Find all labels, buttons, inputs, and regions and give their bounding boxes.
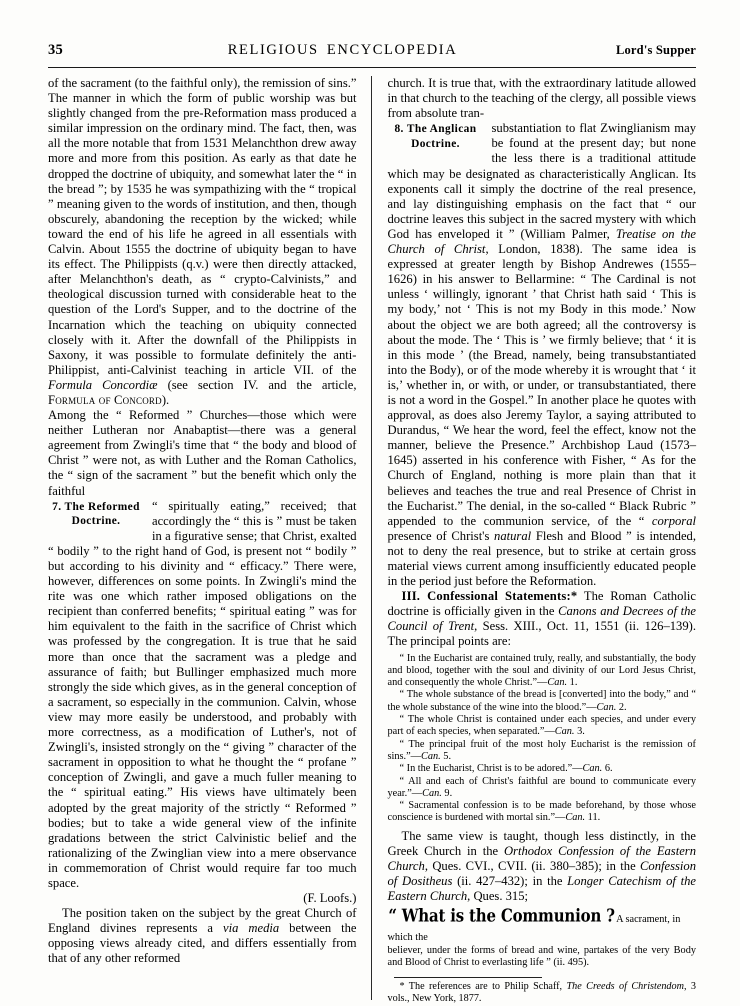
smallcaps-cross-reference: Formula of Concord — [48, 392, 162, 407]
canon-citation-label: Can. — [547, 677, 568, 689]
footnote-separator-rule — [394, 977, 542, 978]
canon-item: “ The principal fruit of the most holy Eucharist is the remission of sins.”—Can. 5. — [387, 738, 696, 762]
paragraph-reformed-intro: Among the “ Reformed ” Churches—those which were neither Lutheran nor Anabaptist—there was a general agreement from Zwingli's time that “ the body and blood of Christ ” were not, as with Luther and the Roman Catholics, the “ sign of the sacrament ” but the benefit which only the faithful — [48, 408, 357, 498]
canon-citation-label: Can. — [565, 812, 586, 824]
paragraph-anglican-body: substantiation to flat Zwinglianism may be found at the present day; but none the less there is a traditional attitude which may be designated as characteristically Anglican. Its exponents call it simply the doctrine of the real presence, and lay distinguishing emphasis on the fact that “ our doctrine leaves this subject in the sacred mystery with which God has enveloped it ” (William Palmer, Treatise on the Church of Christ, London, 1838). The same idea is expressed at greater length by Bishop Andrewes (1555–1626) in his answer to Bellarmine: “ The Cardinal is not unless ‘ willingly, ignorant ’ that Christ hath said ‘ This is my body,’ not ‘ This is not my Body in this mode.’ Now about the object we are both agreed; all the controversy is about the mode. The ‘ This is ’ we firmly believe; that ‘ it is in this mode ’ (the Bread, namely, being transubstantiated into the Body), or of the mode whereby it is wrought that ‘ it is,’ whether in, or with, or under, or transubstantiated, there is not a word in the Gospel.” In another place he quotes with approval, as does also Jeremy Taylor, a saying attributed to Durandus, “ We hear the word, feel the effect, know not the manner, believe the Presence.” Archbishop Laud (1573–1645) asserted in his conference with Fisher, “ As for the Church of England, nothing is more plain than that it believes and teaches the true and real Presence of Christ in the Eucharist.” The denial, in the so-called “ Black Rubric ” appended to the communion service, of the “ corporal presence of Christ's natural Flesh and Blood ” is intended, not to deny the real presence, but to strike at certain gross material views current among insufficiently educated people in the period just before the Reformation. — [387, 121, 697, 589]
distorted-heading-line: “ What is the Communion ? — [387, 905, 615, 927]
canon-extract-list — [388, 653, 697, 825]
italic-title-formula-concordiae: Formula Concordiæ — [48, 377, 158, 392]
canon-citation-label: Can. — [582, 763, 603, 775]
sidenote-7-reformed-doctrine: 7. The Reformed Doctrine. — [52, 500, 140, 528]
canon-item: “ In the Eucharist, Christ is to be adored.”—Can. 6. — [399, 763, 613, 775]
canon-item: “ The whole substance of the bread is [converted] into the body,” and “ the whole substance of the wine into the blood.”—Can. 2. — [387, 689, 696, 713]
page-title: RELIGIOUS ENCYCLOPEDIA — [227, 42, 458, 58]
artifact-body-text: believer, under the forms of bread and wine, partakes of the very Body and Blood of Christ to everlasting life ” (ii. 495). — [387, 945, 696, 969]
paragraph-reformed-body: “ spiritually eating,” received; that accordingly the “ this is ” must be taken in a figurative sense; that Christ, exalted “ bodily ” to the right hand of God, is present not “ bodily ” but according to his divinity and “ efficacy.” There were, however, differences on some points. In Zwingli's mind the rite was one which rather imposed obligations on the recipient than conferred benefits; “ spiritual eating ” was for him equivalent to the faith in the sacrifice of Christ which was professed by the congregation. It is true that he said more than once that the sacrament was a pledge and assurance of faith; but Bullinger emphasized much more strongly the side which gives, as in the general conception of a sacrament, so especially in the communion. Calvin, whose view may more easily be understood, and probably with more correctness, as a modification of Luther's, not of Zwingli's, insisted strongly on the “ giving ” character of the sacrament in opposition to what he thought the “ profane ” conception of Zwingli, and gave a much fuller meaning to the “ spiritual eating.” His views have ultimately been adopted by the great majority of the strictly “ Reformed ” bodies; but to take a wide general view of the infinite gradations between the strict Calvinistic belief and the rationalizing of the Zwinglian view into a mere observance in commemoration of Christ would require far too much space. — [48, 498, 357, 890]
canon-citation-label: Can. — [420, 750, 441, 762]
canon-item: “ In the Eucharist are contained truly, really, and substantially, the body and blood, together with the soul and divinity of our Lord Jesus Christ, and consequently the whole Christ.”—Can. 1. — [387, 652, 696, 689]
canon-item: “ Sacramental confession is to be made beforehand, by those whose conscience is burdened with mortal sin.”—Can. 11. — [387, 800, 696, 824]
paragraph-anglican-intro: church. It is true that, with the extraordinary latitude allowed in that church to the teaching of the clergy, all possible views from absolute tran- — [387, 76, 696, 121]
running-title: Lord's Supper — [615, 43, 696, 57]
canon-citation-label: Can. — [422, 787, 442, 799]
italic-title-treatise: Treatise on the Church of Christ — [387, 226, 696, 257]
italic-title-longer-catechism: Longer Catechism of the Eastern Church — [387, 874, 696, 904]
section-7-block — [48, 408, 357, 891]
header-rule — [48, 67, 696, 68]
running-head — [48, 42, 696, 62]
section-8-block — [388, 76, 697, 589]
artifact-run-in-text: A sacrament, in which the — [387, 914, 681, 944]
italic-title-orthodox-confession: Orthodox Confession of the Eastern Church — [387, 843, 696, 873]
section-heading-iii: III. Confessional Statements:* — [401, 589, 578, 604]
italic-natural: natural — [494, 528, 532, 543]
italic-title-canons-trent: Canons and Decrees of the Council of Trent — [387, 604, 696, 634]
page-folio: 35 — [48, 42, 64, 58]
canon-citation-label: Can. — [596, 701, 617, 713]
canon-item: “ The whole Christ is contained under each species, and under every part of each species, when separated.”—Can. 3. — [387, 714, 696, 738]
paragraph-greek-church: The same view is taught, though less distinctly, in the Greek Church in the Orthodox Confession of the Eastern Church, Ques. CVI., CVII. (ii. 380–385); in the Confession of Dositheus (ii. 427–432); in the Longer Catechism of the Eastern Church, Ques. 315; — [387, 828, 696, 904]
paragraph-confessional-statements: III. Confessional Statements:* The Roman Catholic doctrine is officially given in the Canons and Decrees of the Council of Trent, Sess. XIII., Oct. 11, 1551 (ii. 126–139). The principal points are: — [387, 589, 696, 649]
sidenote-8-anglican-doctrine: 8. The Anglican Doctrine. — [394, 123, 477, 150]
italic-via-media: via media — [223, 921, 280, 936]
scan-artifact-quotation — [387, 905, 697, 970]
paragraph-continuation: of the sacrament (to the faithful only), the remission of sins.” The manner in which the form of public worship was but slightly changed from the pre-Reformation mass produced a similar impression on the ordinary mind. The fact, then, was all the more notable that from 1531 Melanchthon drew away more and more from this position. As early as that date he dropped the doctrine of ubiquity, and somewhat later the “ in the bread ”; by 1535 he was sympathizing with the “ tropical ” meaning given to the words of institution, and then, though obscurely, abandoning the reception by the wicked; while toward the end of his life he agreed in all essentials with Calvin. About 1555 the doctrine of ubiquity began to have its effect. The Philippists (q.v.) were then directly attacked, after Melanchthon's death, as “ crypto-Calvinists,” and theological discussion turned with considerable heat to the question of the Lord's Supper, and to the doctrine of the Incarnation which the teaching on ubiquity connected closely with it. After the downfall of the Philippists in Saxony, it was possible to formulate definitely the anti-Philippist, anti-Calvinist teaching in article VII. of the Formula Concordiæ (see section IV. and the article, Formula of Concord). — [48, 76, 357, 407]
paragraph-anglican-lead: The position taken on the subject by the great Church of England divines represents a via media between the opposing views already cited, and differs essentially from that of any other reformed — [48, 906, 357, 966]
column-left — [48, 76, 371, 1000]
two-column-body — [48, 76, 697, 1004]
footnote-asterisk: * — [399, 980, 405, 992]
author-attribution: (F. Loofs.) — [303, 891, 357, 906]
canon-citation-label: Can. — [554, 726, 575, 738]
italic-corporal: corporal — [651, 513, 696, 528]
italic-title-confession-dositheus: Confession of Dositheus — [387, 858, 696, 888]
column-right — [371, 76, 697, 1004]
footnote: * The references are to Philip Schaff, The Creeds of Christendom, 3 vols., New York, 1877. — [387, 980, 697, 1004]
italic-title-creeds-christendom: The Creeds of Christendom — [566, 980, 684, 992]
canon-item: “ All and each of Christ's faithful are bound to communicate every year.”—Can. 9. — [387, 775, 696, 799]
